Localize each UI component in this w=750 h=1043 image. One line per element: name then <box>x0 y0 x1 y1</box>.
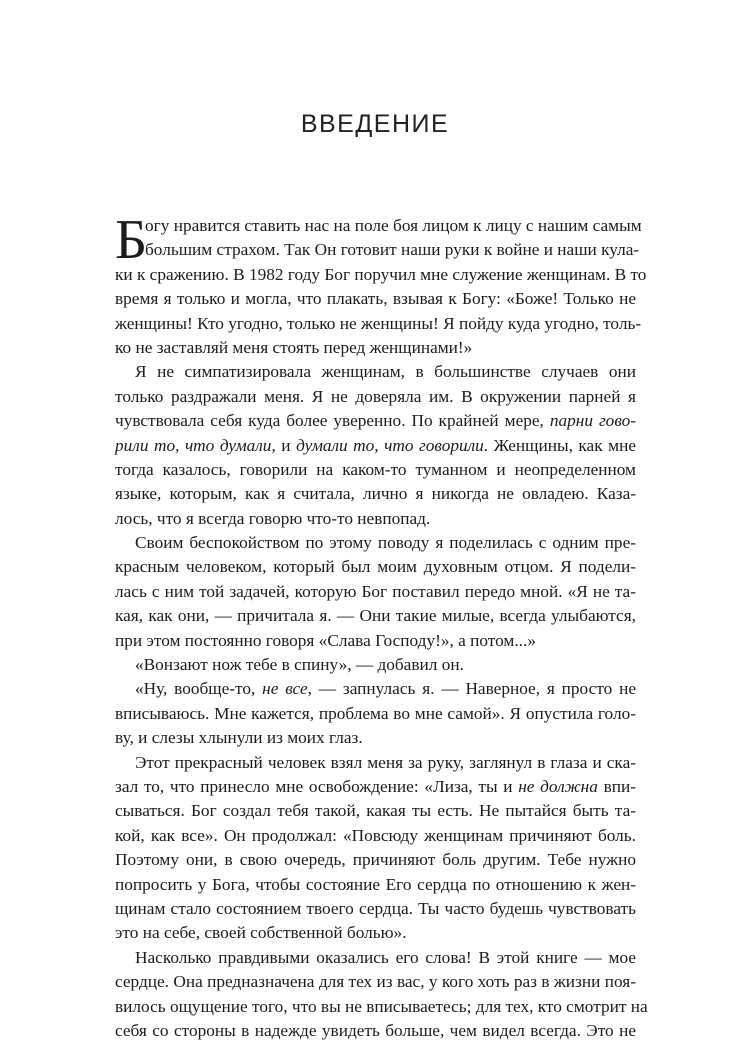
text-line: Я не симпатизировала женщинам, в большинстве случаев они <box>135 362 636 382</box>
text-line: рили то, что думали, и думали то, что говорили. Женщины, как мне <box>115 435 636 455</box>
text-line: большим страхом. Так Он готовит наши руки к войне и наши кула- <box>145 240 640 260</box>
italic-phrase: не должна <box>518 776 598 796</box>
text-line: языке, которым, как я считала, лично я никогда не овладею. Каза- <box>115 484 636 504</box>
text-line: сываться. Бог создал тебя такой, какая ты есть. Не пытайся быть та- <box>115 801 636 821</box>
text-line: «Вонзают нож тебе в спину», — добавил он. <box>135 655 464 675</box>
text-line: лось, что я всегда говорю что-то невпопад. <box>115 508 431 528</box>
text-line: только раздражали меня. Я не доверяла им. В окружении парней я <box>115 386 636 406</box>
text-line: красным человеком, который был моим духовным отцом. Я подели- <box>115 557 636 577</box>
text-line: «Ну, вообще-то, не все, — запнулась я. — Наверное, я просто не <box>135 679 637 699</box>
chapter-title: ВВЕДЕНИЕ <box>300 110 450 138</box>
text-line: зал то, что принесло мне освобождение: «Лиза, ты и не должна впи- <box>115 776 637 796</box>
text-line: щинам стало состоянием твоего сердца. Ты часто будешь чувствовать <box>115 898 636 918</box>
text-line: лась с ним той задачей, которую Бог поставил передо мной. «Я не та- <box>115 581 636 601</box>
text-line: попросить у Бога, чтобы состояние Его сердца по отношению к жен- <box>115 874 636 894</box>
italic-phrase: рили то, что думали <box>115 435 272 455</box>
text-line: время я только и могла, что плакать, взывая к Богу: «Боже! Только не <box>115 289 636 309</box>
italic-phrase: думали то, что говорили <box>296 435 484 455</box>
text-line: при этом постоянно говоря «Слава Господу!», а потом...» <box>115 630 536 650</box>
text-line: сердце. Она предназначена для тех из вас, у кого хоть раз в жизни поя- <box>115 972 636 992</box>
text-line: Этот прекрасный человек взял меня за руку, заглянул в глаза и ска- <box>135 752 636 772</box>
italic-phrase: парни гово- <box>549 411 636 431</box>
text-line: Насколько правдивыми оказались его слова! В этой книге — мое <box>135 947 636 967</box>
text-line: женщины! Кто угодно, только не женщины! Я пойду куда угодно, толь- <box>115 313 642 333</box>
text-line: Поэтому они, в свою очередь, причиняют боль другим. Тебе нужно <box>115 850 636 870</box>
italic-phrase: не все <box>262 679 308 699</box>
text-line: огу нравится ставить нас на поле боя лицом к лицу с нашим самым <box>145 216 642 235</box>
text-line: вилось ощущение того, что вы не вписываетесь; для тех, кто смотрит на <box>115 996 648 1016</box>
text-line: кой, как все». Он продолжал: «Повсюду женщинам причиняют боль. <box>115 825 636 845</box>
text-line: ко не заставляй меня стоять перед женщинами!» <box>115 337 473 357</box>
text-line: кая, как они, — причитала я. — Они такие милые, всегда улыбаются, <box>115 606 636 626</box>
drop-cap: Б <box>115 209 148 271</box>
text-line: себя со стороны в надежде увидеть больше, чем видел всегда. Это не <box>115 1020 636 1040</box>
text-line: чувствовала себя куда более уверенно. По крайней мере, парни гово- <box>115 411 636 431</box>
text-line: ки к сражению. В 1982 году Бог поручил мне служение женщинам. В то <box>115 264 647 284</box>
text-line: вписываюсь. Мне кажется, проблема во мне самой». Я опустила голо- <box>115 703 636 723</box>
text-line: ву, и слезы хлынули из моих глаз. <box>115 728 363 748</box>
text-line: это на себе, своей собственной болью». <box>115 923 407 943</box>
text-line: тогда казалось, говорили на каком-то туманном и неопределенном <box>115 459 636 479</box>
text-line: Своим беспокойством по этому поводу я поделилась с одним пре- <box>135 533 636 553</box>
body-text <box>115 209 648 1043</box>
